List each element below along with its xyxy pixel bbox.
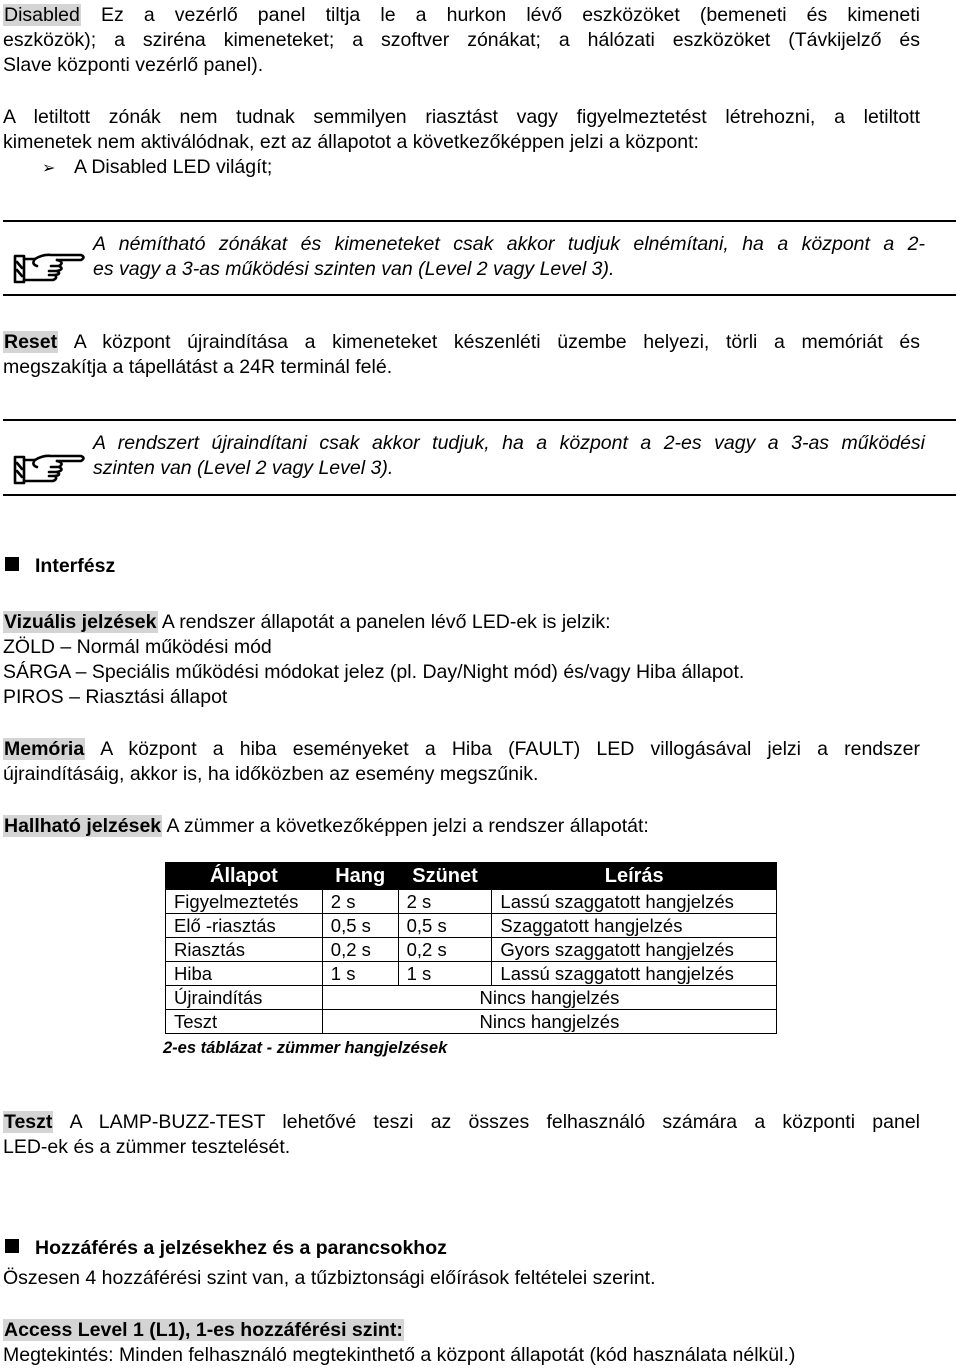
test-line-2: LED-ek és a zümmer tesztelését. [3,1136,291,1158]
pause-cell: 1 s [398,962,492,986]
reset-line-2: megszakítja a tápellátást a 24R terminál felé. [3,356,393,378]
square-bullet-icon [5,1239,19,1253]
tone-cell: 0,5 s [322,914,398,938]
disabled-line-1: Disabled Ez a vezérlő panel tiltja le a hurkon lévő eszközöket (bemeneti és kimeneti [4,4,920,26]
description-cell: Lassú szaggatott hangjelzés [492,962,777,986]
description-cell: Szaggatott hangjelzés [492,914,777,938]
note-reset-box [3,419,956,496]
memory-paragraph [3,737,920,787]
pointing-hand-icon [13,451,87,489]
note-silence-box [3,220,956,296]
buzzer-signal-table [165,862,777,1034]
table-row [166,890,777,914]
disabled-effects-line-1: A letiltott zónák nem tudnak semmilyen riasztást vagy figyelmeztetést létrehozni, a letiltott [3,106,920,128]
memory-line-1: Memória A központ a hiba eseményeket a Hiba (FAULT) LED villogásával jelzi a rendszer [4,738,920,760]
led-red: PIROS – Riasztási állapot [3,686,228,708]
table-row [166,962,777,986]
audible-term: Hallható jelzések [4,815,162,837]
memory-term: Memória [4,738,85,760]
pause-cell: 0,5 s [398,914,492,938]
visual-line-1: Vizuális jelzések A rendszer állapotát a panelen lévő LED-ek is jelzik: [4,611,611,633]
table-row [166,938,777,962]
reset-paragraph [3,330,920,380]
disabled-effects-line-2: kimenetek nem aktiválódnak, ezt az állapotot a következőképpen jelzi a központ: [3,131,699,153]
merged-cell: Nincs hangjelzés [322,986,776,1010]
note-silence-text: A némítható zónákat és kimeneteket csak akkor tudjuk elnémítani, ha a központ a 2- es vagy a 3-as működési szinten van (Level 2 vagy Level 3). [93,233,925,280]
column-header: Állapot [166,863,323,890]
disabled-term: Disabled [4,4,80,26]
description-cell: Lassú szaggatott hangjelzés [492,890,777,914]
square-bullet-icon [5,557,19,571]
tone-cell: 2 s [322,890,398,914]
pause-cell: 0,2 s [398,938,492,962]
reset-term: Reset [4,331,58,353]
pointing-hand-icon [13,250,87,288]
note-reset-text: A rendszert újraindítani csak akkor tudjuk, ha a központ a 2-es vagy a 3-as működési szinten van (Level 2 vagy Level 3). [93,432,925,479]
test-line-1: Teszt A LAMP-BUZZ-TEST lehetővé teszi az összes felhasználó számára a központi panel [4,1111,920,1133]
section-heading-interface: Interfész [5,554,115,579]
tone-cell: 0,2 s [322,938,398,962]
tone-cell: 1 s [322,962,398,986]
visual-signals-paragraph [3,610,920,710]
test-term: Teszt [4,1111,53,1133]
table-row [166,914,777,938]
disabled-effects-paragraph [3,105,920,155]
state-cell: Újraindítás [166,986,323,1010]
table-caption: 2-es táblázat - zümmer hangjelzések [163,1039,448,1057]
visual-term: Vizuális jelzések [4,611,157,633]
access-intro: Öszesen 4 hozzáférési szint van, a tűzbiztonsági előírások feltételei szerint. [3,1267,656,1289]
access-level-1-title: Access Level 1 (L1), 1-es hozzáférési szint: [4,1319,403,1341]
column-header: Leírás [492,863,777,890]
arrow-bullet-icon: ➢ [42,160,56,177]
table-row [166,1010,777,1034]
column-header: Szünet [398,863,492,890]
table-row [166,986,777,1010]
test-paragraph [3,1110,920,1160]
pause-cell: 2 s [398,890,492,914]
disabled-line-2: eszközök); a sziréna kimeneteket; a szoftver zónákat; a hálózati eszközöket (Távkijelző és [3,29,920,51]
disabled-paragraph [3,3,920,78]
memory-line-2: újraindításáig, akkor is, ha időközben az esemény megszűnik. [3,763,539,785]
led-yellow: SÁRGA – Speciális működési módokat jelez (pl. Day/Night mód) és/vagy Hiba állapot. [3,661,745,683]
state-cell: Figyelmeztetés [166,890,323,914]
reset-line-1: Reset A központ újraindítása a kimeneteket készenléti üzembe helyezi, törli a memóriát és [4,331,920,353]
state-cell: Hiba [166,962,323,986]
disabled-line-3: Slave központi vezérlő panel). [3,54,264,76]
audible-paragraph: Hallható jelzések A zümmer a következőképpen jelzi a rendszer állapotát: [4,815,649,837]
section-heading-access: Hozzáférés a jelzésekhez és a parancsokhoz [5,1236,447,1261]
state-cell: Riasztás [166,938,323,962]
access-level-1 [3,1318,920,1368]
access-level-1-line: Megtekintés: Minden felhasználó megtekinthető a központ állapotát (kód használata nélkül.) [3,1344,796,1366]
led-green: ZÖLD – Normál működési mód [3,636,272,658]
column-header: Hang [322,863,398,890]
state-cell: Teszt [166,1010,323,1034]
merged-cell: Nincs hangjelzés [322,1010,776,1034]
state-cell: Elő -riasztás [166,914,323,938]
disabled-led-bullet: ➢ A Disabled LED világít; [42,155,272,181]
table-header-row [166,863,777,890]
description-cell: Gyors szaggatott hangjelzés [492,938,777,962]
